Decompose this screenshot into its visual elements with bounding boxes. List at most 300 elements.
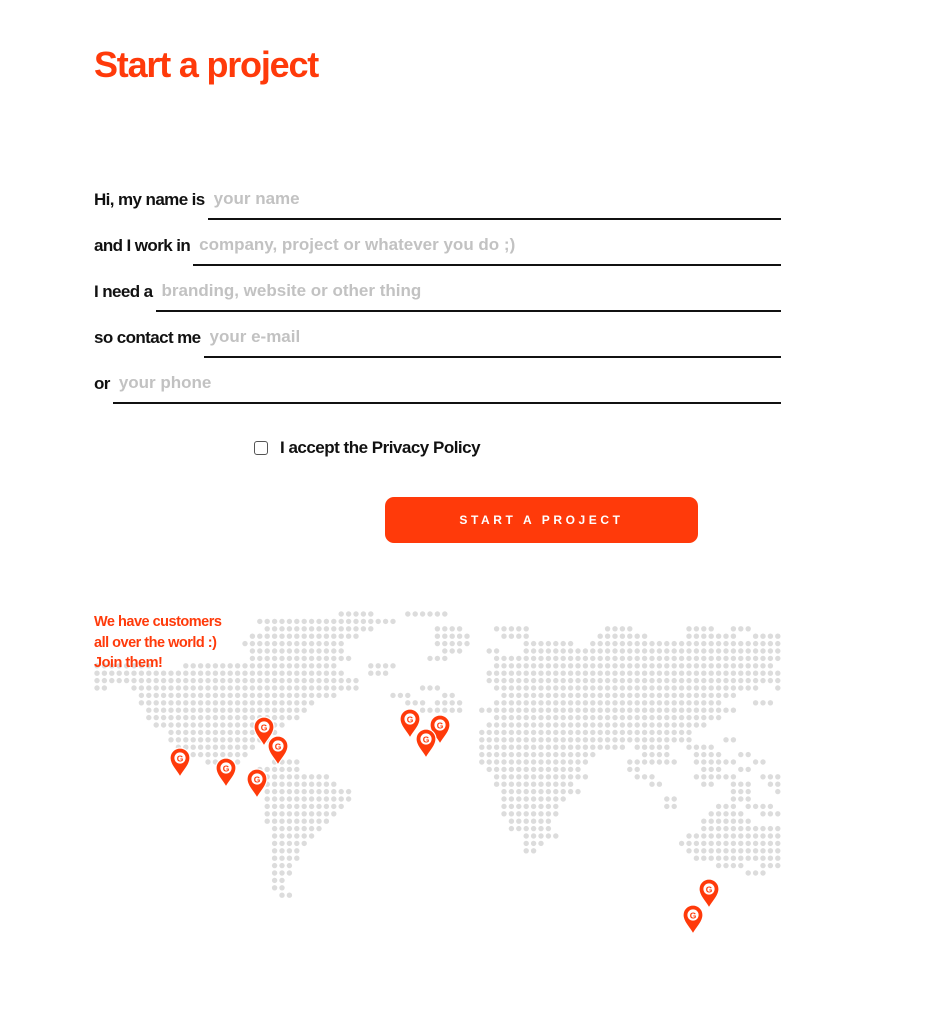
map-dot: [760, 671, 765, 676]
map-dot: [509, 767, 514, 772]
map-dot: [664, 752, 669, 757]
map-dot: [531, 782, 536, 787]
map-dot: [664, 671, 669, 676]
map-dot: [768, 782, 773, 787]
map-dot: [760, 634, 765, 639]
map-dot: [635, 685, 640, 690]
map-dot: [457, 700, 462, 705]
map-dot: [538, 722, 543, 727]
map-dot: [701, 833, 706, 838]
map-dot: [746, 833, 751, 838]
map-dot: [146, 708, 151, 713]
map-dot: [205, 745, 210, 750]
map-dot: [612, 648, 617, 653]
map-dot: [546, 641, 551, 646]
map-dot: [316, 648, 321, 653]
map-dot: [620, 656, 625, 661]
map-dot: [546, 767, 551, 772]
map-dot: [228, 737, 233, 742]
map-dot: [220, 685, 225, 690]
map-dot: [686, 626, 691, 631]
map-dot: [620, 671, 625, 676]
map-dot: [309, 648, 314, 653]
map-dot: [701, 767, 706, 772]
map-dot: [664, 693, 669, 698]
map-dot: [205, 722, 210, 727]
map-dot: [753, 870, 758, 875]
map-dot: [457, 708, 462, 713]
map-dot: [279, 619, 284, 624]
map-dot: [538, 708, 543, 713]
map-dot: [487, 678, 492, 683]
map-dot: [176, 722, 181, 727]
map-dot: [316, 626, 321, 631]
map-dot: [324, 656, 329, 661]
map-dot: [235, 722, 240, 727]
map-dot: [294, 782, 299, 787]
map-dot: [553, 648, 558, 653]
map-dot: [546, 745, 551, 750]
map-dot: [287, 826, 292, 831]
map-dot: [235, 737, 240, 742]
map-dot: [302, 700, 307, 705]
map-dot: [701, 700, 706, 705]
svg-text:G: G: [422, 734, 430, 745]
map-dot: [131, 678, 136, 683]
map-dot: [509, 693, 514, 698]
map-dot: [457, 626, 462, 631]
map-dot: [649, 782, 654, 787]
map-dot: [612, 656, 617, 661]
map-dot: [642, 737, 647, 742]
map-dot: [516, 722, 521, 727]
map-dot: [760, 833, 765, 838]
map-dot: [657, 693, 662, 698]
map-dot: [331, 671, 336, 676]
map-dot: [538, 678, 543, 683]
map-dot: [531, 752, 536, 757]
map-dot: [220, 708, 225, 713]
map-dot: [302, 685, 307, 690]
map-dot: [716, 648, 721, 653]
map-dot: [546, 722, 551, 727]
map-dot: [242, 715, 247, 720]
map-dot: [516, 774, 521, 779]
map-dot: [287, 870, 292, 875]
map-dot: [723, 804, 728, 809]
map-dot: [257, 678, 262, 683]
map-dot: [279, 893, 284, 898]
map-dot: [183, 685, 188, 690]
map-dot: [450, 693, 455, 698]
map-dot: [509, 685, 514, 690]
map-dot: [198, 693, 203, 698]
map-dot: [154, 708, 159, 713]
map-dot: [324, 626, 329, 631]
map-dot: [709, 656, 714, 661]
map-dot: [561, 722, 566, 727]
map-dot: [746, 648, 751, 653]
map-dot: [405, 700, 410, 705]
svg-text:G: G: [222, 763, 230, 774]
map-dot: [753, 671, 758, 676]
map-dot: [649, 708, 654, 713]
map-dot: [716, 678, 721, 683]
map-dot: [664, 715, 669, 720]
map-dot: [191, 693, 196, 698]
map-dot: [575, 759, 580, 764]
map-dot: [723, 856, 728, 861]
map-dot: [620, 634, 625, 639]
map-dot: [731, 774, 736, 779]
customer-marker-icon: [170, 748, 190, 777]
map-dot: [272, 678, 277, 683]
map-dot: [228, 752, 233, 757]
map-dot: [265, 671, 270, 676]
map-dot: [561, 685, 566, 690]
map-dot: [746, 804, 751, 809]
map-dot: [531, 745, 536, 750]
map-dot: [605, 693, 610, 698]
svg-text:G: G: [436, 720, 444, 731]
map-dot: [501, 804, 506, 809]
map-dot: [272, 648, 277, 653]
map-dot: [760, 856, 765, 861]
map-dot: [627, 634, 632, 639]
map-dot: [649, 641, 654, 646]
map-dot: [287, 759, 292, 764]
map-dot: [546, 789, 551, 794]
map-dot: [316, 678, 321, 683]
map-dot: [561, 708, 566, 713]
map-dot: [731, 648, 736, 653]
map-dot: [553, 796, 558, 801]
map-dot: [516, 671, 521, 676]
map-dot: [376, 663, 381, 668]
map-dot: [642, 678, 647, 683]
map-dot: [316, 693, 321, 698]
map-dot: [605, 715, 610, 720]
map-dot: [605, 626, 610, 631]
map-dot: [250, 641, 255, 646]
map-dot: [272, 708, 277, 713]
map-dot: [316, 782, 321, 787]
map-dot: [598, 715, 603, 720]
map-dot: [509, 782, 514, 787]
map-dot: [753, 848, 758, 853]
map-dot: [686, 634, 691, 639]
map-dot: [287, 700, 292, 705]
map-dot: [760, 656, 765, 661]
map-dot: [709, 626, 714, 631]
map-dot: [679, 737, 684, 742]
map-dot: [161, 722, 166, 727]
customer-marker-icon: [247, 769, 267, 798]
map-dot: [716, 804, 721, 809]
map-dot: [583, 693, 588, 698]
map-dot: [553, 685, 558, 690]
map-dot: [731, 737, 736, 742]
map-dot: [235, 700, 240, 705]
map-dot: [183, 737, 188, 742]
customer-marker-icon: [683, 905, 703, 934]
map-dot: [709, 685, 714, 690]
map-dot: [287, 619, 292, 624]
map-dot: [657, 656, 662, 661]
map-dot: [590, 663, 595, 668]
map-dot: [605, 722, 610, 727]
map-dot: [568, 715, 573, 720]
map-dot: [575, 722, 580, 727]
map-dot: [627, 678, 632, 683]
map-dot: [331, 685, 336, 690]
map-dot: [228, 663, 233, 668]
map-dot: [538, 774, 543, 779]
map-dot: [168, 708, 173, 713]
map-dot: [768, 863, 773, 868]
map-dot: [494, 759, 499, 764]
map-dot: [575, 708, 580, 713]
map-dot: [516, 819, 521, 824]
map-dot: [538, 663, 543, 668]
map-dot: [487, 730, 492, 735]
map-dot: [598, 678, 603, 683]
map-dot: [302, 811, 307, 816]
map-dot: [154, 685, 159, 690]
map-dot: [198, 708, 203, 713]
map-dot: [272, 885, 277, 890]
map-dot: [575, 737, 580, 742]
map-dot: [760, 826, 765, 831]
map-dot: [672, 708, 677, 713]
map-dot: [738, 767, 743, 772]
map-dot: [509, 752, 514, 757]
map-dot: [213, 737, 218, 742]
map-dot: [250, 663, 255, 668]
map-dot: [538, 693, 543, 698]
map-dot: [709, 782, 714, 787]
map-dot: [753, 641, 758, 646]
map-dot: [279, 804, 284, 809]
map-dot: [590, 693, 595, 698]
map-dot: [309, 819, 314, 824]
map-dot: [228, 722, 233, 727]
map-dot: [531, 678, 536, 683]
map-dot: [746, 841, 751, 846]
map-dot: [509, 759, 514, 764]
map-dot: [664, 700, 669, 705]
map-dot: [191, 722, 196, 727]
map-dot: [242, 700, 247, 705]
map-dot: [768, 663, 773, 668]
map-dot: [279, 708, 284, 713]
map-dot: [242, 641, 247, 646]
map-dot: [494, 685, 499, 690]
map-dot: [538, 841, 543, 846]
map-dot: [316, 685, 321, 690]
map-dot: [775, 856, 780, 861]
map-dot: [760, 759, 765, 764]
map-dot: [154, 700, 159, 705]
map-dot: [731, 685, 736, 690]
map-dot: [294, 826, 299, 831]
map-dot: [686, 671, 691, 676]
map-dot: [279, 774, 284, 779]
map-dot: [487, 767, 492, 772]
map-dot: [612, 626, 617, 631]
map-dot: [731, 626, 736, 631]
map-dot: [524, 782, 529, 787]
map-dot: [635, 678, 640, 683]
map-dot: [590, 737, 595, 742]
map-dot: [198, 752, 203, 757]
map-dot: [738, 826, 743, 831]
map-dot: [176, 708, 181, 713]
map-dot: [575, 774, 580, 779]
map-dot: [302, 841, 307, 846]
map-dot: [516, 634, 521, 639]
map-dot: [531, 811, 536, 816]
map-dot: [635, 700, 640, 705]
map-dot: [531, 826, 536, 831]
map-dot: [753, 833, 758, 838]
map-dot: [154, 715, 159, 720]
map-dot: [575, 745, 580, 750]
map-dot: [501, 700, 506, 705]
map-dot: [250, 648, 255, 653]
map-dot: [487, 648, 492, 653]
map-dot: [768, 678, 773, 683]
map-dot: [324, 811, 329, 816]
map-dot: [309, 826, 314, 831]
map-dot: [679, 678, 684, 683]
map-dot: [457, 634, 462, 639]
map-dot: [235, 671, 240, 676]
map-dot: [546, 833, 551, 838]
map-dot: [265, 641, 270, 646]
map-dot: [376, 619, 381, 624]
map-dot: [309, 656, 314, 661]
map-dot: [620, 693, 625, 698]
map-dot: [309, 804, 314, 809]
map-dot: [768, 634, 773, 639]
map-dot: [538, 804, 543, 809]
map-dot: [664, 685, 669, 690]
map-dot: [553, 752, 558, 757]
map-dot: [768, 841, 773, 846]
map-dot: [213, 700, 218, 705]
map-dot: [746, 789, 751, 794]
map-dot: [583, 715, 588, 720]
map-dot: [694, 848, 699, 853]
map-dot: [183, 722, 188, 727]
map-dot: [538, 730, 543, 735]
map-dot: [701, 856, 706, 861]
map-dot: [768, 671, 773, 676]
map-dot: [709, 715, 714, 720]
map-dot: [649, 759, 654, 764]
map-dot: [738, 789, 743, 794]
map-dot: [516, 826, 521, 831]
map-dot: [701, 656, 706, 661]
map-dot: [635, 774, 640, 779]
map-dot: [709, 774, 714, 779]
map-dot: [538, 759, 543, 764]
map-dot: [561, 752, 566, 757]
map-dot: [701, 634, 706, 639]
map-dot: [279, 848, 284, 853]
start-project-button[interactable]: START A PROJECT: [385, 497, 698, 543]
map-dot: [753, 841, 758, 846]
map-dot: [753, 856, 758, 861]
map-dot: [694, 648, 699, 653]
map-dot: [487, 737, 492, 742]
map-dot: [679, 700, 684, 705]
map-dot: [538, 826, 543, 831]
map-dot: [605, 641, 610, 646]
map-dot: [642, 648, 647, 653]
map-dot: [538, 833, 543, 838]
map-dot: [649, 715, 654, 720]
map-dot: [583, 774, 588, 779]
map-dot: [738, 685, 743, 690]
map-dot: [605, 745, 610, 750]
map-dot: [672, 759, 677, 764]
map-dot: [242, 708, 247, 713]
map-dot: [309, 774, 314, 779]
customer-marker-icon: [699, 879, 719, 908]
map-dot: [649, 700, 654, 705]
map-dot: [694, 759, 699, 764]
map-dot: [546, 693, 551, 698]
map-dot: [509, 663, 514, 668]
map-dot: [242, 745, 247, 750]
map-dot: [694, 626, 699, 631]
map-dot: [346, 611, 351, 616]
map-dot: [265, 656, 270, 661]
map-dot: [242, 685, 247, 690]
map-dot: [494, 730, 499, 735]
map-dot: [709, 841, 714, 846]
map-dot: [738, 811, 743, 816]
map-dot: [213, 685, 218, 690]
map-dot: [279, 671, 284, 676]
map-dot: [709, 856, 714, 861]
map-dot: [686, 693, 691, 698]
customer-marker-icon: [268, 736, 288, 765]
map-dot: [235, 693, 240, 698]
map-dot: [612, 708, 617, 713]
map-dot: [686, 841, 691, 846]
map-dot: [168, 715, 173, 720]
map-dot: [191, 715, 196, 720]
map-dot: [279, 626, 284, 631]
map-dot: [509, 796, 514, 801]
map-dot: [627, 722, 632, 727]
map-dot: [546, 804, 551, 809]
map-dot: [331, 804, 336, 809]
map-dot: [509, 737, 514, 742]
map-dot: [501, 671, 506, 676]
map-dot: [346, 656, 351, 661]
map-dot: [672, 693, 677, 698]
map-dot: [316, 656, 321, 661]
map-dot: [657, 685, 662, 690]
map-caption: [94, 612, 221, 674]
map-dot: [405, 693, 410, 698]
map-dot: [94, 678, 99, 683]
map-dot: [746, 848, 751, 853]
